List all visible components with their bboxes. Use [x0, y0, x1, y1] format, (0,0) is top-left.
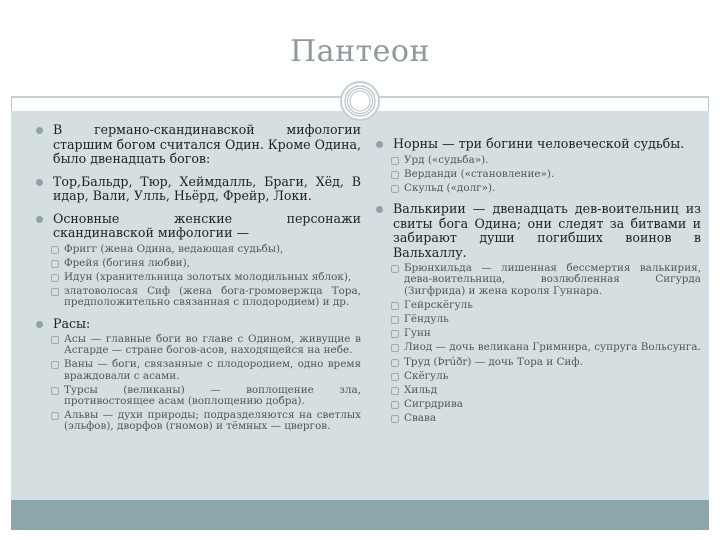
- bullet-text: Гёндуль: [404, 312, 449, 325]
- filled-circle-bullet-icon: [376, 206, 383, 213]
- bullet-text: Альвы — духи природы; подразделяются на светлых (эльфов), дворфов (гномов) и тёмных — цвергов.: [64, 409, 361, 433]
- bullet-text: Идун (хранительница золотых молодильных яблок),: [64, 270, 352, 283]
- sub-bullet-item: [371, 385, 701, 396]
- bullet-text: Гунн: [404, 327, 431, 340]
- square-bullet-icon: [391, 185, 399, 193]
- bullet-text: Свава: [404, 412, 437, 425]
- bullet-item: [31, 212, 361, 241]
- bullet-text: Фригг (жена Одина, ведающая судьбы),: [64, 242, 284, 255]
- sub-bullet-item: [31, 286, 361, 308]
- square-bullet-icon: [51, 412, 59, 420]
- sub-bullet-item: [31, 334, 361, 356]
- content-area: [11, 111, 709, 500]
- bullet-item: [371, 137, 701, 152]
- bullet-text: Труд (Þrúðr) — дочь Тора и Сиф.: [404, 355, 583, 368]
- filled-circle-bullet-icon: [376, 141, 383, 148]
- sub-bullet-item: [371, 183, 701, 194]
- bullet-text: Норны — три богини человеческой судьбы.: [393, 136, 685, 151]
- sub-bullet-item: [31, 244, 361, 255]
- square-bullet-icon: [51, 288, 59, 296]
- square-bullet-icon: [391, 415, 399, 423]
- sub-bullet-item: [371, 328, 701, 339]
- square-bullet-icon: [51, 361, 59, 369]
- square-bullet-icon: [391, 387, 399, 395]
- bullet-text: Скульд («долг»).: [404, 181, 496, 194]
- bullet-item: [31, 123, 361, 167]
- slide-title: Пантеон: [290, 34, 430, 69]
- sub-bullet-item: [31, 258, 361, 269]
- sub-bullet-item: [31, 410, 361, 432]
- bullet-item: [31, 317, 361, 332]
- sub-bullet-item: [371, 155, 701, 166]
- square-bullet-icon: [391, 344, 399, 352]
- bullet-item: [31, 175, 361, 204]
- square-bullet-icon: [391, 265, 399, 273]
- bullet-text: Гейрскёгуль: [404, 298, 473, 311]
- filled-circle-bullet-icon: [36, 179, 43, 186]
- sub-bullet-item: [371, 413, 701, 424]
- sub-bullet-item: [371, 263, 701, 297]
- square-bullet-icon: [391, 302, 399, 310]
- square-bullet-icon: [51, 260, 59, 268]
- bullet-text: Лиод — дочь великана Гримнира, супруга Вольсунга.: [404, 341, 701, 354]
- sub-bullet-item: [31, 359, 361, 381]
- filled-circle-bullet-icon: [36, 216, 43, 223]
- bullet-item: [371, 202, 701, 260]
- right-column: [371, 137, 701, 425]
- bullet-text: Асы — главные боги во главе с Одином, живущие в Асгарде — стране богов-асов, находящейся на небе.: [64, 333, 361, 357]
- square-bullet-icon: [51, 336, 59, 344]
- sub-bullet-item: [371, 314, 701, 325]
- circle-ornament-icon: [340, 81, 380, 121]
- bullet-text: Тор,Бальдр, Тюр, Хеймдалль, Браги, Хёд, В идар, Вали, Улль, Ньёрд, Фрейр, Локи.: [53, 173, 361, 203]
- square-bullet-icon: [391, 330, 399, 338]
- bullet-text: Турсы (великаны) — воплощение зла, противостоящее асам (воплощению добра).: [64, 383, 361, 408]
- square-bullet-icon: [391, 359, 399, 367]
- sub-bullet-item: [371, 169, 701, 180]
- sub-bullet-item: [371, 300, 701, 311]
- sub-bullet-item: [31, 385, 361, 407]
- filled-circle-bullet-icon: [36, 321, 43, 328]
- bullet-text: Основные женские персонажи скандинавской мифологии —: [53, 210, 361, 240]
- square-bullet-icon: [391, 401, 399, 409]
- square-bullet-icon: [391, 171, 399, 179]
- bullet-text: Расы:: [53, 315, 91, 331]
- sub-bullet-item: [31, 272, 361, 283]
- sub-bullet-item: [371, 357, 701, 368]
- bullet-text: Брюнхильда — лишенная бессмертия валькирия, дева-воительница, возлюбленная Сигурда (Зигфрида) и жена короля Гуннара.: [404, 262, 701, 297]
- sub-bullet-item: [371, 399, 701, 410]
- bullet-text: Ваны — боги, связанные с плодородием, одно время враждовали с асами.: [64, 358, 361, 382]
- bullet-text: Сигрдрива: [404, 398, 463, 411]
- bullet-text: В германо-скандинавской мифологии старшим богом считался Один. Кроме Одина, было двенадцать богов:: [53, 122, 361, 166]
- bullet-text: Верданди («становление»).: [404, 167, 555, 180]
- square-bullet-icon: [51, 387, 59, 395]
- left-column: [31, 123, 361, 433]
- bullet-text: Скёгуль: [404, 369, 449, 382]
- bullet-text: златоволосая Сиф (жена бога-громовержца Тора, предположительно связанная с плодородием) и др.: [64, 285, 361, 309]
- bullet-text: Фрейя (богиня любви),: [64, 256, 190, 269]
- sub-bullet-item: [371, 371, 701, 382]
- square-bullet-icon: [51, 274, 59, 282]
- sub-bullet-item: [371, 342, 701, 353]
- bullet-text: Урд («судьба»).: [404, 153, 489, 166]
- filled-circle-bullet-icon: [36, 127, 43, 134]
- square-bullet-icon: [51, 246, 59, 254]
- footer-band: [11, 500, 709, 530]
- square-bullet-icon: [391, 157, 399, 165]
- square-bullet-icon: [391, 373, 399, 381]
- bullet-text: Хильд: [404, 383, 437, 396]
- bullet-text: Валькирии — двенадцать дев-воительниц из свиты бога Одина; они следят за битвами и забирают души погибших воинов в Вальхаллу.: [393, 201, 701, 260]
- square-bullet-icon: [391, 316, 399, 324]
